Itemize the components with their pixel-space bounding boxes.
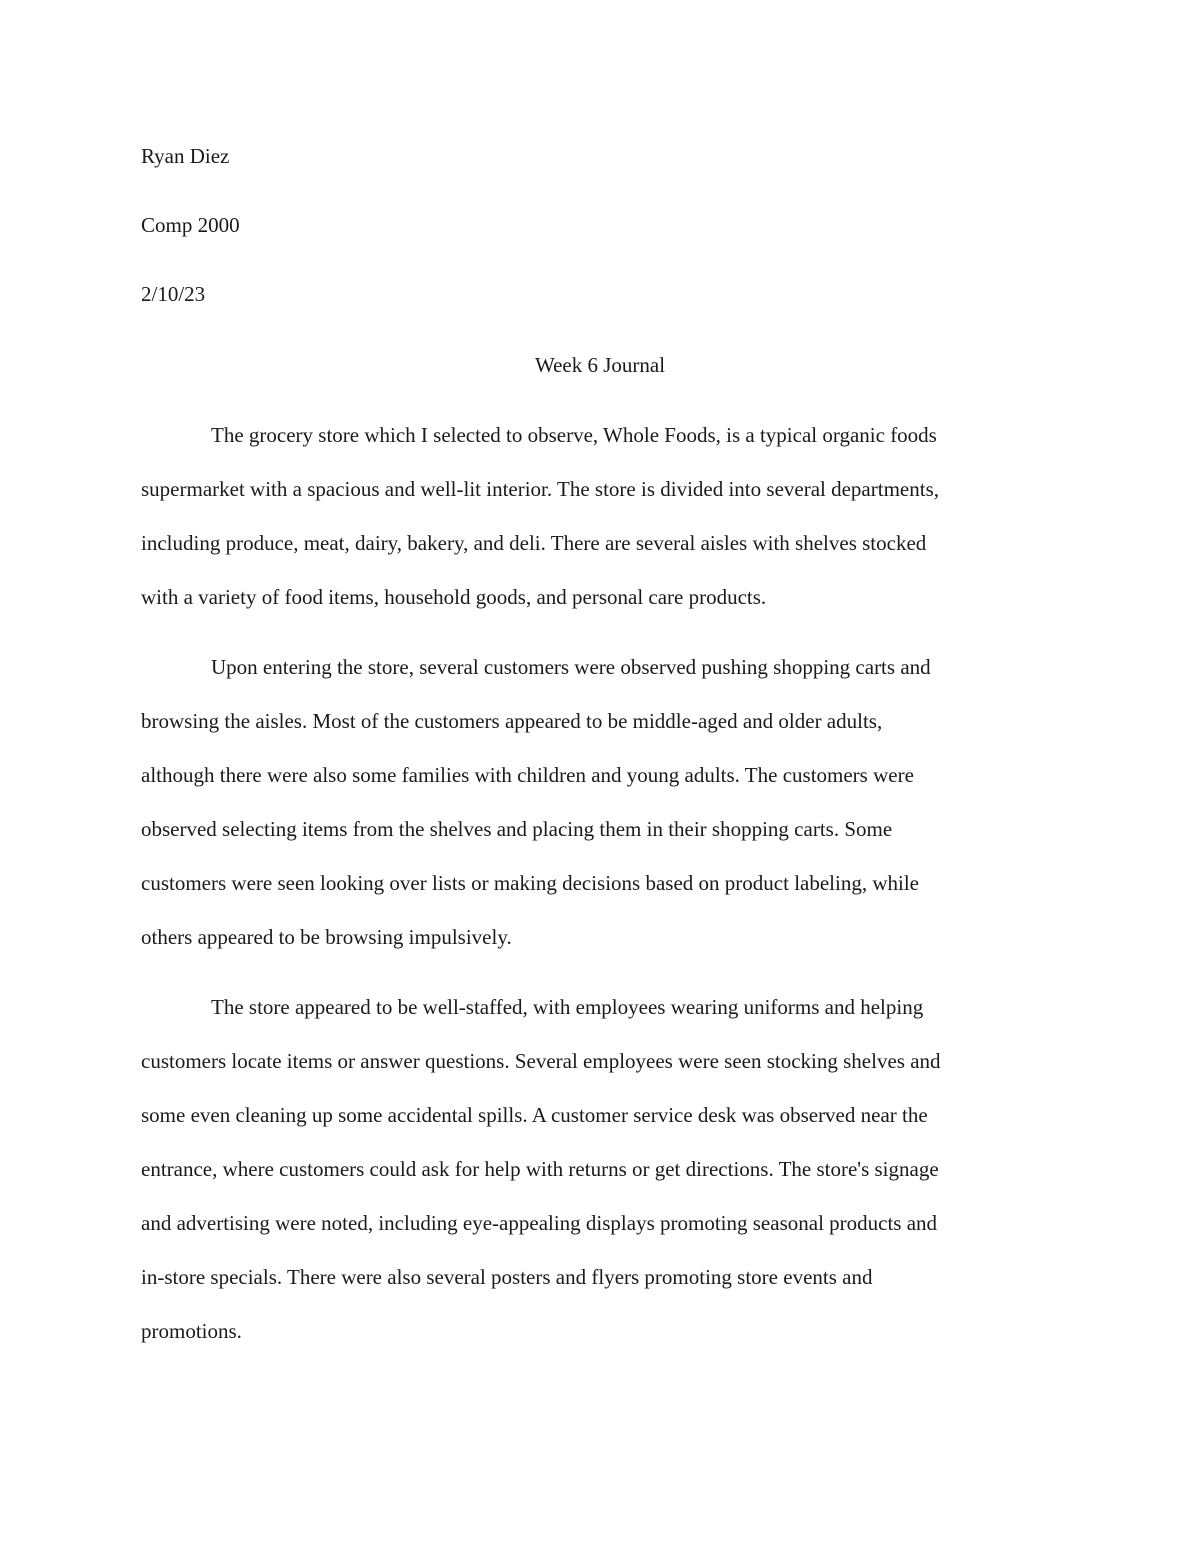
- paragraph-1-line-2: supermarket with a spacious and well-lit interior. The store is divided into several departments,: [141, 477, 939, 501]
- document-title: Week 6 Journal: [534, 353, 666, 377]
- paragraph-3-line-5: and advertising were noted, including eye-appealing displays promoting seasonal products and: [141, 1211, 938, 1235]
- paragraph-1-line-4: with a variety of food items, household goods, and personal care products.: [141, 585, 767, 609]
- paragraph-3-line-4: entrance, where customers could ask for help with returns or get directions. The store's signage: [141, 1157, 939, 1181]
- paragraph-3-line-3: some even cleaning up some accidental spills. A customer service desk was observed near the: [141, 1103, 928, 1127]
- paragraph-2-line-4: observed selecting items from the shelves and placing them in their shopping carts. Some: [141, 817, 893, 841]
- paragraph-3-line-1: The store appeared to be well-staffed, with employees wearing uniforms and helping: [211, 995, 924, 1019]
- paragraph-2-line-3: although there were also some families with children and young adults. The customers were: [141, 763, 914, 787]
- paragraph-3-line-6: in-store specials. There were also several posters and flyers promoting store events and: [141, 1265, 873, 1289]
- paragraph-1-line-1: The grocery store which I selected to observe, Whole Foods, is a typical organic foods: [211, 423, 937, 447]
- paragraph-2-line-5: customers were seen looking over lists or making decisions based on product labeling, while: [141, 871, 919, 895]
- paragraph-1-line-3: including produce, meat, dairy, bakery, and deli. There are several aisles with shelves stocked: [141, 531, 927, 555]
- author-name: Ryan Diez: [141, 144, 230, 168]
- paragraph-2-line-2: browsing the aisles. Most of the customers appeared to be middle-aged and older adults,: [141, 709, 883, 733]
- paragraph-3-line-2: customers locate items or answer questions. Several employees were seen stocking shelves and: [141, 1049, 941, 1073]
- paragraph-3-line-7: promotions.: [141, 1319, 242, 1343]
- document-date: 2/10/23: [141, 282, 206, 306]
- paragraph-2-line-6: others appeared to be browsing impulsively.: [141, 925, 512, 949]
- paragraph-2-line-1: Upon entering the store, several customers were observed pushing shopping carts and: [211, 655, 931, 679]
- course-name: Comp 2000: [141, 213, 240, 237]
